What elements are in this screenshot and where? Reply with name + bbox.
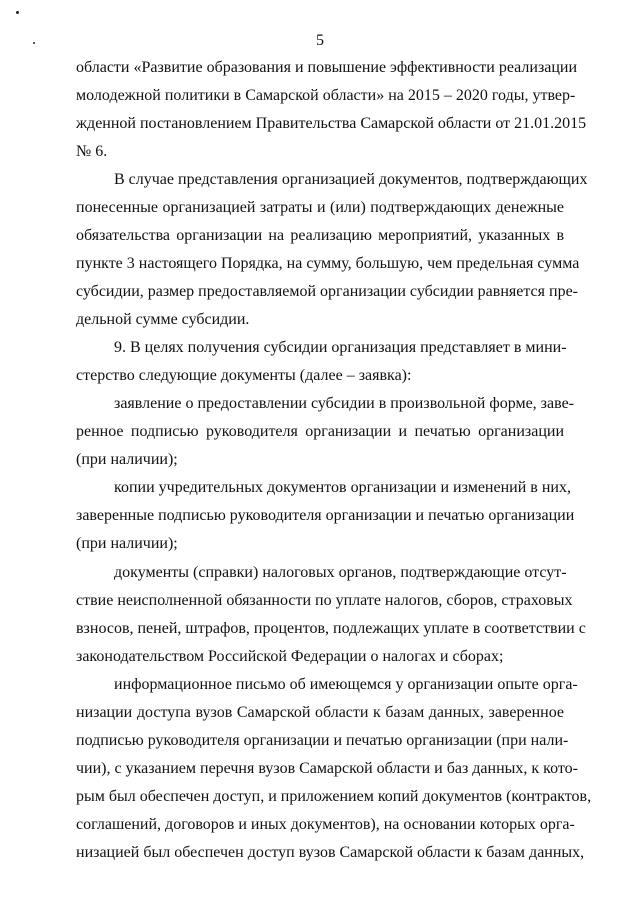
text-line: законодательством Российской Федерации о налогах и сборах; — [76, 648, 504, 665]
text-line: обязательства организации на реализацию мероприятий, указанных в — [76, 227, 564, 244]
text-line: молодежной политики в Самарской области» на 2015 – 2020 годы, утвер- — [76, 87, 576, 104]
text-line: чии), с указанием перечня вузов Самарской области и баз данных, к кото- — [76, 760, 579, 777]
text-line: 9. В целях получения субсидии организация представляет в мини- — [114, 339, 567, 356]
text-line: В случае представления организацией документов, подтверждающих — [114, 171, 588, 188]
text-line: соглашений, договоров и иных документов), на основании которых орга- — [76, 816, 575, 833]
text-line: понесенные организацией затраты и (или) подтверждающих денежные — [76, 199, 564, 216]
text-line: информационное письмо об имеющемся у организации опыте орга- — [114, 676, 578, 693]
text-line: № 6. — [76, 143, 108, 160]
text-line: низации доступа вузов Самарской области к базам данных, заверенное — [76, 704, 564, 721]
page-number: 5 — [316, 32, 324, 49]
text-line: ствие неисполненной обязанности по уплате налогов, сборов, страховых — [76, 592, 573, 609]
text-line: пункте 3 настоящего Порядка, на сумму, большую, чем предельная сумма — [76, 255, 580, 272]
text-line: области «Развитие образования и повышение эффективности реализации — [76, 59, 578, 76]
text-line: заявление о предоставлении субсидии в произвольной форме, заве- — [114, 395, 574, 412]
text-line: (при наличии); — [76, 535, 178, 552]
text-line: жденной постановлением Правительства Самарской области от 21.01.2015 — [76, 115, 587, 132]
text-line: дельной сумме субсидии. — [76, 311, 250, 328]
text-line: взносов, пеней, штрафов, процентов, подлежащих уплате в соответствии с — [76, 620, 586, 637]
text-line: ренное подписью руководителя организации и печатью организации — [76, 423, 564, 440]
text-line: подписью руководителя организации и печатью организации (при нали- — [76, 732, 569, 749]
text-line: (при наличии); — [76, 451, 178, 468]
text-line: документы (справки) налоговых органов, подтверждающие отсут- — [114, 564, 567, 581]
text-line: субсидии, размер предоставляемой организации субсидии равняется пре- — [76, 283, 578, 300]
text-line: рым был обеспечен доступ, и приложением копий документов (контрактов, — [76, 788, 592, 805]
text-line: низацией был обеспечен доступ вузов Самарской области к базам данных, — [76, 844, 585, 861]
text-line: стерство следующие документы (далее – заявка): — [76, 367, 412, 384]
text-line: заверенные подписью руководителя организации и печатью организации — [76, 507, 575, 524]
text-line: копии учредительных документов организации и изменений в них, — [114, 479, 571, 496]
scan-speck — [16, 11, 19, 14]
